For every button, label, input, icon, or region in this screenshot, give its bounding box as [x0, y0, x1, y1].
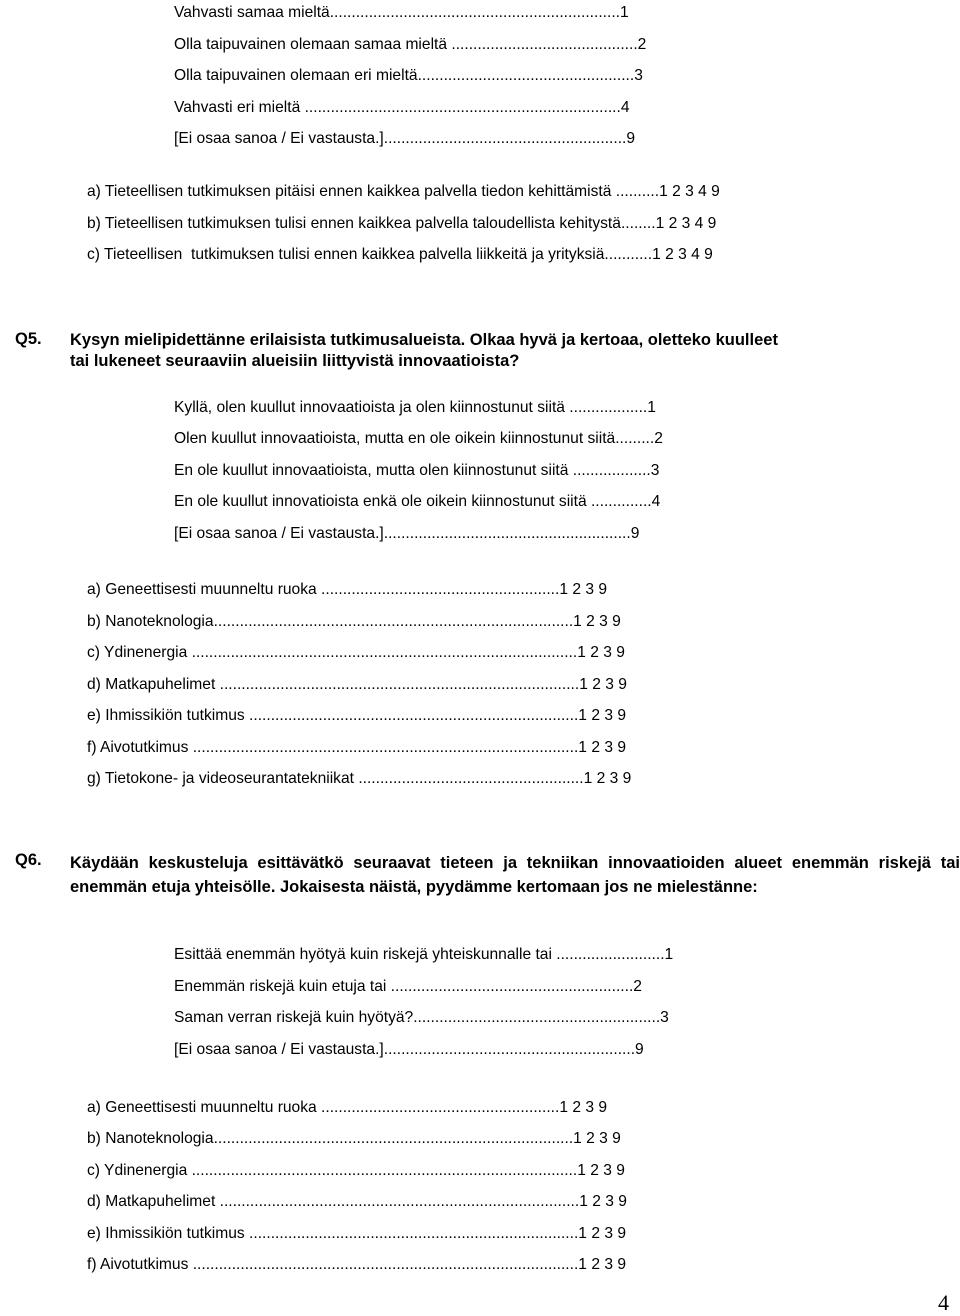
q6-option-1: Esittää enemmän hyötyä kuin riskejä yhteiskunnalle tai .........................1: [174, 946, 674, 963]
option-strongly-disagree: Vahvasti eri mieltä .........................................................................4: [174, 99, 630, 116]
q5-item-b: b) Nanoteknologia...................................................................................1 2 3 9: [87, 613, 621, 630]
q5-item-a: a) Geneettisesti muunneltu ruoka .......................................................1 2 3 9: [87, 581, 608, 598]
q5-item-c: c) Ydinenergia .........................................................................................1 2 3 9: [87, 644, 625, 661]
q6-item-a: a) Geneettisesti muunneltu ruoka .......................................................1 2 3 9: [87, 1099, 608, 1116]
q5-number: Q5.: [15, 330, 42, 348]
q5-question-line2: tai lukeneet seuraaviin alueisiin liittyvistä innovaatioista?: [70, 352, 520, 370]
q6-option-9: [Ei osaa sanoa / Ei vastausta.]..........................................................9: [174, 1041, 644, 1058]
q5-item-f: f) Aivotutkimus .........................................................................................1 2 3 9: [87, 739, 626, 756]
q6-item-d: d) Matkapuhelimet ...................................................................................1 2 3 9: [87, 1193, 627, 1210]
q5-option-3: En ole kuullut innovaatioista, mutta olen kiinnostunut siitä ..................3: [174, 462, 660, 479]
q6-number: Q6.: [15, 851, 42, 869]
q6-item-f: f) Aivotutkimus .........................................................................................1 2 3 9: [87, 1256, 626, 1273]
q5-item-d: d) Matkapuhelimet ...................................................................................1 2 3 9: [87, 676, 627, 693]
page-number: 4: [938, 1290, 949, 1315]
q6-item-e: e) Ihmissikiön tutkimus ............................................................................1 2 3 9: [87, 1225, 626, 1242]
statement-item-c: c) Tieteellisen tutkimuksen tulisi ennen kaikkea palvella liikkeitä ja yrityksiä...........1 2 3 4 9: [87, 246, 713, 263]
q5-option-2: Olen kuullut innovaatioista, mutta en ole oikein kiinnostunut siitä.........2: [174, 430, 663, 447]
option-tend-disagree: Olla taipuvainen olemaan eri mieltä..................................................3: [174, 67, 643, 84]
option-tend-agree: Olla taipuvainen olemaan samaa mieltä ...........................................2: [174, 36, 647, 53]
q5-item-g: g) Tietokone- ja videoseurantatekniikat ....................................................1 2 3 9: [87, 770, 632, 787]
option-strongly-agree: Vahvasti samaa mieltä...................................................................1: [174, 4, 629, 21]
q5-option-4: En ole kuullut innovatioista enkä ole oikein kiinnostunut siitä ..............4: [174, 493, 661, 510]
q6-item-c: c) Ydinenergia .........................................................................................1 2 3 9: [87, 1162, 625, 1179]
q5-question-line1: Kysyn mielipidettänne erilaisista tutkimusalueista. Olkaa hyvä ja kertoaa, oletteko kuulleet: [70, 331, 778, 349]
q5-item-e: e) Ihmissikiön tutkimus ............................................................................1 2 3 9: [87, 707, 626, 724]
q6-question: Käydään keskusteluja esittävätkö seuraavat tieteen ja tekniikan innovaatioiden alueet enemmän riskejä tai enemmän etuja yhteisölle. Jokaisesta näistä, pyydämme kertomaan jos ne mielestänne:: [70, 854, 960, 896]
q5-option-1: Kyllä, olen kuullut innovaatioista ja olen kiinnostunut siitä ..................1: [174, 399, 656, 416]
q6-option-2: Enemmän riskejä kuin etuja tai ........................................................2: [174, 978, 642, 995]
q6-item-b: b) Nanoteknologia...................................................................................1 2 3 9: [87, 1130, 621, 1147]
q6-option-3: Saman verran riskejä kuin hyötyä?.........................................................3: [174, 1009, 669, 1026]
statement-item-b: b) Tieteellisen tutkimuksen tulisi ennen kaikkea palvella taloudellista kehitystä........1 2 3 4 9: [87, 215, 717, 232]
option-dont-know: [Ei osaa sanoa / Ei vastausta.]........................................................9: [174, 130, 636, 147]
q5-option-9: [Ei osaa sanoa / Ei vastausta.].........................................................9: [174, 525, 640, 542]
statement-item-a: a) Tieteellisen tutkimuksen pitäisi ennen kaikkea palvella tiedon kehittämistä ..........1 2 3 4 9: [87, 183, 720, 200]
